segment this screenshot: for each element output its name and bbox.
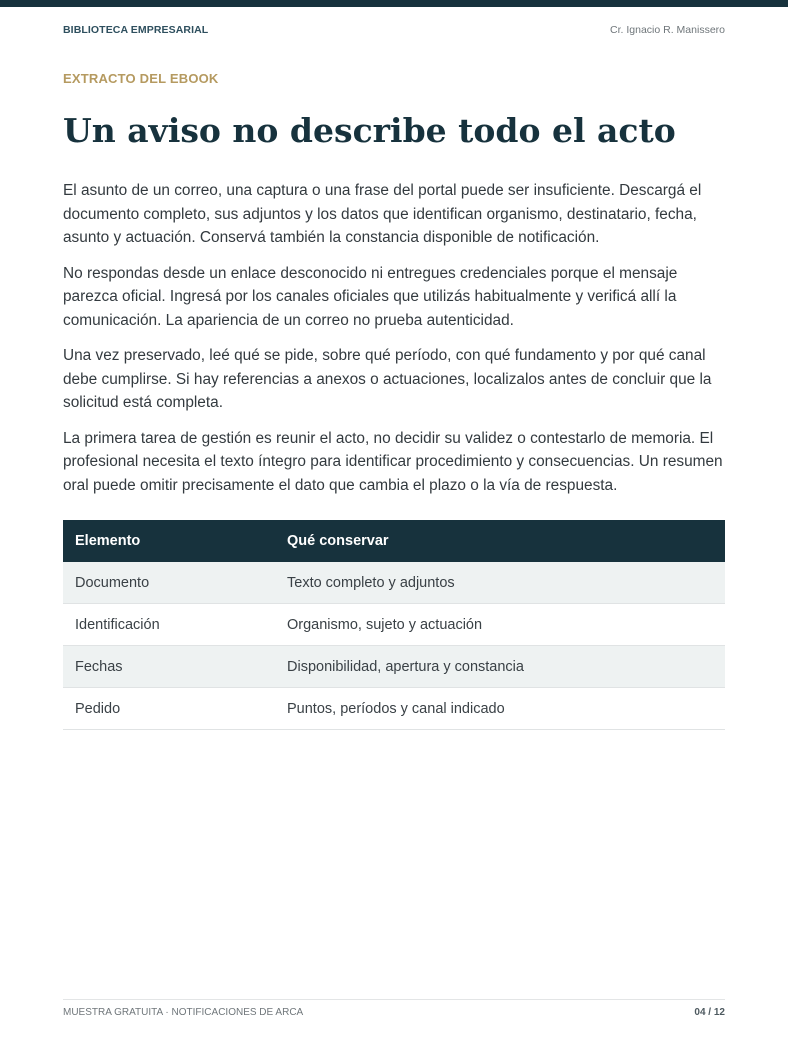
table-cell: Pedido: [63, 688, 275, 730]
table-row: [63, 604, 725, 646]
page-number: 04 / 12: [694, 1007, 725, 1018]
table-row: [63, 562, 725, 604]
table-header-cell: Elemento: [63, 520, 275, 562]
paragraph: La primera tarea de gestión es reunir el acto, no decidir su validez o contestarlo de memoria. El profesional necesita el texto íntegro para identificar procedimiento y consecuencias. Un resumen oral puede omitir precisamente el dato que cambia el plazo o la vía de respuesta.: [63, 429, 723, 494]
table-header-row: [63, 520, 725, 562]
table-cell: Organismo, sujeto y actuación: [275, 604, 725, 646]
page-title: Un aviso no describe todo el acto: [63, 111, 676, 150]
body-text: [63, 179, 727, 509]
table-cell: Texto completo y adjuntos: [275, 562, 725, 604]
table-cell: Disponibilidad, apertura y constancia: [275, 646, 725, 688]
paragraph: No respondas desde un enlace desconocido ni entregues credenciales porque el mensaje parezca oficial. Ingresá por los canales oficiales que utilizás habitualmente y verificá allí la comunicación. La apariencia de un correo no prueba autenticidad.: [63, 264, 678, 329]
table-header-cell: Qué conservar: [275, 520, 725, 562]
table-row: [63, 688, 725, 730]
author-label: Cr. Ignacio R. Manissero: [610, 24, 725, 36]
paragraph: Una vez preservado, leé qué se pide, sobre qué período, con qué fundamento y por qué canal debe cumplirse. Si hay referencias a anexos o actuaciones, localizalos antes de concluir que la solicitud está completa.: [63, 347, 712, 411]
page-footer: [63, 1007, 725, 1018]
section-kicker: EXTRACTO DEL EBOOK: [63, 71, 219, 86]
page-header: [63, 24, 725, 36]
paragraph: El asunto de un correo, una captura o una frase del portal puede ser insuficiente. Descargá el documento completo, sus adjuntos y los datos que identifican organismo, destinatario, fecha, asunto y actuación. Conservá también la constancia disponible de notificación.: [63, 182, 702, 246]
conservation-table: [63, 520, 725, 730]
table-cell: Documento: [63, 562, 275, 604]
table-cell: Identificación: [63, 604, 275, 646]
footer-label: MUESTRA GRATUITA · NOTIFICACIONES DE ARCA: [63, 1007, 304, 1018]
brand-label: BIBLIOTECA EMPRESARIAL: [63, 24, 209, 36]
table-cell: Fechas: [63, 646, 275, 688]
footer-divider: [63, 999, 725, 1000]
table-row: [63, 646, 725, 688]
top-accent-bar: [0, 0, 788, 7]
table-cell: Puntos, períodos y canal indicado: [275, 688, 725, 730]
